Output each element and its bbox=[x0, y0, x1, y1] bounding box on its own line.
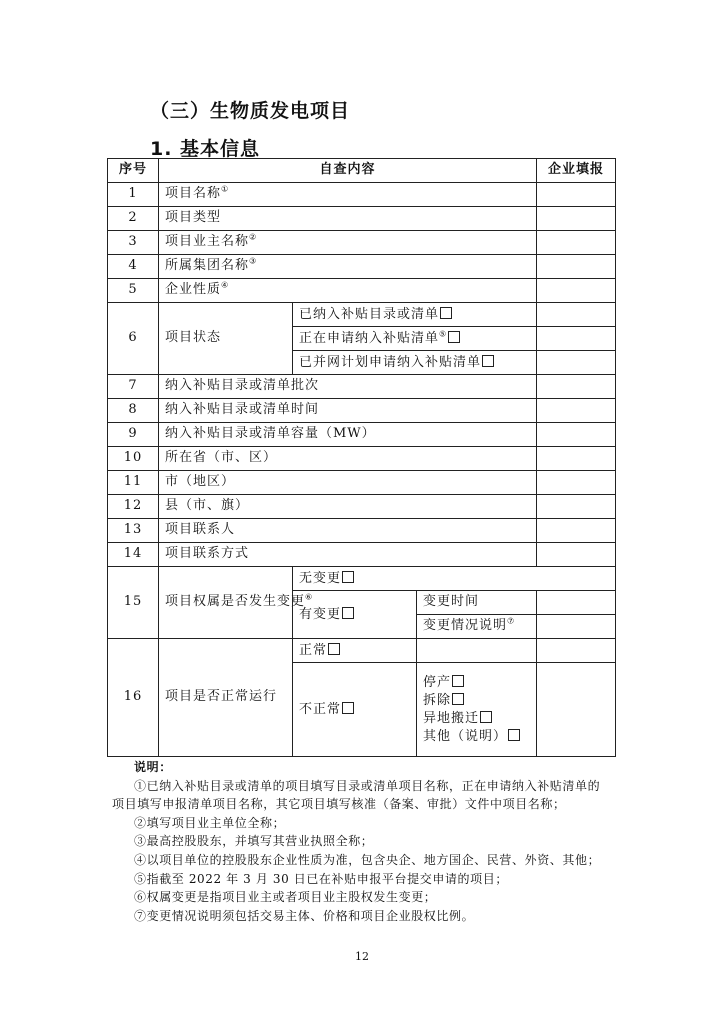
abnormal-sub-options bbox=[417, 663, 537, 757]
fill-cell[interactable] bbox=[537, 447, 616, 471]
fill-cell[interactable] bbox=[537, 471, 616, 495]
fill-cell[interactable] bbox=[537, 231, 616, 255]
row-label: 纳入补贴目录或清单容量（MW） bbox=[159, 423, 537, 447]
row-number: 15 bbox=[108, 567, 159, 639]
checkbox[interactable] bbox=[480, 711, 492, 723]
row-number: 7 bbox=[108, 375, 159, 399]
row-number: 2 bbox=[108, 207, 159, 231]
fill-cell[interactable] bbox=[537, 351, 616, 375]
note-item: ③最高控股股东，并填写其营业执照全称； bbox=[134, 834, 374, 849]
row-number: 3 bbox=[108, 231, 159, 255]
note-item: ②填写项目业主单位全称； bbox=[134, 815, 286, 830]
notes-section bbox=[112, 758, 622, 925]
blank-cell bbox=[417, 639, 537, 663]
table-row bbox=[108, 279, 616, 303]
fill-cell[interactable] bbox=[537, 255, 616, 279]
row-label: 项目状态 bbox=[159, 303, 293, 375]
basic-info-table bbox=[107, 158, 616, 757]
row-label: 项目业主名称② bbox=[159, 231, 537, 255]
section-heading: （三）生物质发电项目 bbox=[150, 100, 351, 122]
fill-cell[interactable] bbox=[537, 519, 616, 543]
table-row bbox=[108, 399, 616, 423]
fill-cell[interactable] bbox=[537, 399, 616, 423]
checkbox[interactable] bbox=[342, 571, 354, 583]
fill-cell[interactable] bbox=[537, 375, 616, 399]
table-row bbox=[108, 303, 616, 327]
row-label: 项目类型 bbox=[159, 207, 537, 231]
checkbox[interactable] bbox=[342, 607, 354, 619]
fill-cell[interactable] bbox=[537, 663, 616, 757]
checkbox[interactable] bbox=[328, 643, 340, 655]
row-number: 6 bbox=[108, 303, 159, 375]
note-item: ⑤指截至 2022 年 3 月 30 日已在补贴申报平台提交申请的项目； bbox=[134, 871, 508, 886]
row-label: 项目名称① bbox=[159, 183, 537, 207]
row-label: 纳入补贴目录或清单批次 bbox=[159, 375, 537, 399]
note-item: ①已纳入补贴目录或清单的项目填写目录或清单项目名称，正在申请纳入补贴清单的 bbox=[134, 778, 601, 793]
notes-title: 说明： bbox=[134, 760, 172, 774]
row-label: 县（市、旗） bbox=[159, 495, 537, 519]
row-number: 4 bbox=[108, 255, 159, 279]
fill-cell[interactable] bbox=[537, 279, 616, 303]
normal-option[interactable]: 正常 bbox=[293, 639, 417, 663]
checkbox[interactable] bbox=[452, 693, 464, 705]
row-number: 10 bbox=[108, 447, 159, 471]
fill-cell[interactable] bbox=[537, 639, 616, 663]
row-number: 1 bbox=[108, 183, 159, 207]
row-number: 8 bbox=[108, 399, 159, 423]
sub-option-other[interactable]: 其他（说明） bbox=[423, 728, 530, 746]
table-row bbox=[108, 543, 616, 567]
table-row bbox=[108, 207, 616, 231]
checkbox[interactable] bbox=[448, 331, 460, 343]
header-seq: 序号 bbox=[108, 159, 159, 183]
row-label: 项目权属是否发生变更⑥ bbox=[159, 567, 293, 639]
fill-cell[interactable] bbox=[537, 303, 616, 327]
table-row bbox=[108, 471, 616, 495]
table-row bbox=[108, 495, 616, 519]
fill-cell[interactable] bbox=[537, 207, 616, 231]
table-row bbox=[108, 639, 616, 663]
sub-option-stop[interactable]: 停产 bbox=[423, 674, 530, 692]
row-label: 市（地区） bbox=[159, 471, 537, 495]
checkbox[interactable] bbox=[508, 729, 520, 741]
note-item: ⑥权属变更是指项目业主或者项目业主股权发生变更； bbox=[134, 890, 437, 905]
table-row bbox=[108, 375, 616, 399]
table-row bbox=[108, 183, 616, 207]
note-item: ④以项目单位的控股股东企业性质为准，包含央企、地方国企、民营、外资、其他； bbox=[134, 852, 601, 867]
row-label: 项目联系方式 bbox=[159, 543, 537, 567]
row-number: 11 bbox=[108, 471, 159, 495]
fill-cell[interactable] bbox=[537, 591, 616, 615]
table-row bbox=[108, 519, 616, 543]
abnormal-option[interactable]: 不正常 bbox=[293, 663, 417, 757]
sub-option-relocate[interactable]: 异地搬迁 bbox=[423, 710, 530, 728]
has-change-option[interactable]: 有变更 bbox=[293, 591, 417, 639]
checkbox[interactable] bbox=[452, 675, 464, 687]
sub-option-demolish[interactable]: 拆除 bbox=[423, 692, 530, 710]
change-time-label: 变更时间 bbox=[417, 591, 537, 615]
row-label: 项目联系人 bbox=[159, 519, 537, 543]
page-number: 12 bbox=[355, 950, 369, 963]
change-desc-label: 变更情况说明⑦ bbox=[417, 615, 537, 639]
row-label: 企业性质④ bbox=[159, 279, 537, 303]
checkbox[interactable] bbox=[342, 702, 354, 714]
fill-cell[interactable] bbox=[537, 423, 616, 447]
header-fill: 企业填报 bbox=[537, 159, 616, 183]
subsection-heading: 1. 基本信息 bbox=[150, 138, 261, 160]
fill-cell[interactable] bbox=[537, 495, 616, 519]
row-number: 16 bbox=[108, 639, 159, 757]
row-label: 所在省（市、区） bbox=[159, 447, 537, 471]
table-header-row bbox=[108, 159, 616, 183]
checkbox[interactable] bbox=[440, 307, 452, 319]
row-number: 14 bbox=[108, 543, 159, 567]
checkbox[interactable] bbox=[482, 355, 494, 367]
status-option[interactable]: 已纳入补贴目录或清单 bbox=[293, 303, 537, 327]
header-content: 自查内容 bbox=[159, 159, 537, 183]
status-option[interactable]: 已并网计划申请纳入补贴清单 bbox=[293, 351, 537, 375]
no-change-option[interactable]: 无变更 bbox=[293, 567, 616, 591]
row-number: 12 bbox=[108, 495, 159, 519]
table-row bbox=[108, 255, 616, 279]
table-row bbox=[108, 447, 616, 471]
row-number: 5 bbox=[108, 279, 159, 303]
fill-cell[interactable] bbox=[537, 327, 616, 351]
row-number: 9 bbox=[108, 423, 159, 447]
table-row bbox=[108, 423, 616, 447]
note-item-continued: 项目填写申报清单项目名称，其它项目填写核准（备案、审批）文件中项目名称； bbox=[112, 797, 566, 812]
row-label: 所属集团名称③ bbox=[159, 255, 537, 279]
note-item: ⑦变更情况说明须包括交易主体、价格和项目企业股权比例。 bbox=[134, 908, 475, 923]
fill-cell[interactable] bbox=[537, 183, 616, 207]
row-label: 项目是否正常运行 bbox=[159, 639, 293, 757]
table-row bbox=[108, 231, 616, 255]
table-row bbox=[108, 567, 616, 591]
fill-cell[interactable] bbox=[537, 543, 616, 567]
status-option[interactable]: 正在申请纳入补贴清单⑤ bbox=[293, 327, 537, 351]
fill-cell[interactable] bbox=[537, 615, 616, 639]
row-label: 纳入补贴目录或清单时间 bbox=[159, 399, 537, 423]
row-number: 13 bbox=[108, 519, 159, 543]
